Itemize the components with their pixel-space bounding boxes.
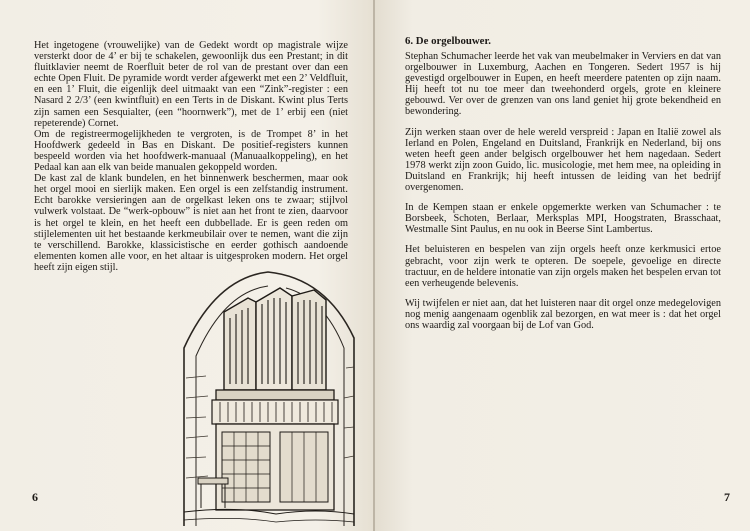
paragraph: De kast zal de klank bundelen, en het binnenwerk beschermen, maar ook het orgel mooi en sierlijk maken. Een orgel is een zelfstandig instrument. Echt barokke versieringen aan de orgelkast leken ons te zwaar; stijlvol vulwerk volstaat. De “werk-opbouw” is niet aan het front te zien, daarvoor is het orgel te klein, en het heeft een dubbellade. Er is geen reden om stijlelementen uit het bestaande kerkmeubilair over te nemen, want die zijn te verschillend. Barokke, klassicistische en eerder gothisch aandoende elementen komen alle voor, en het altaar is uitgesproken modern. Het orgel heeft zijn eigen stijl. bbox=[34, 173, 348, 273]
right-page bbox=[375, 0, 750, 531]
paragraph: In de Kempen staan er enkele opgemerkte werken van Schumacher : te Borsbeek, Schoten, Berlaar, Merksplas MPI, Hoogstraten, Brasschaat, Westmalle Sint Paulus, en nu ook in Beerse Sint Lambertus. bbox=[405, 202, 721, 236]
page-number: 7 bbox=[724, 490, 730, 504]
section-heading: 6. De orgelbouwer. bbox=[405, 35, 491, 47]
paragraph: Wij twijfelen er niet aan, dat het luisteren naar dit orgel onze medegelovigen nog menig aangenaam ogenblik zal bezorgen, en wat meer is : dat het orgel ons waardig zal voorgaan bij de Lof van God. bbox=[405, 297, 721, 331]
left-page bbox=[0, 0, 373, 531]
paragraph: Om de registreermogelijkheden te vergroten, is de Trompet 8’ in het Hoofdwerk gedeeld in Bas en Diskant. De positief-registers kunnen bespeeld worden via het hoofdwerk-manuaal (Manuaalkoppeling), en het Pedaal kan aan elk van beide manualen gekoppeld worden. bbox=[34, 128, 348, 174]
paragraph: Het ingetogene (vrouwelijke) van de Gedekt wordt op magistrale wijze versterkt door de 4’ er bij te schakelen, gewoonlijk dus een Prestant; in dit fluitklavier neemt de Roerfluit beter de rol van de prestant over dan een echte Open Fluit. De pyramide wordt verder afgewerkt met een 2’ Veldfluit, en een 1’ Fluit, die eigenlijk deel uitmaakt van een “Zink”-register : een Nasard 2 2/3’ (een kwintfluit) en een Terts in de Diskant. Kwint plus Terts zijn samen een Sesquialter, (een “hoornwerk”), met de 1’ erbij een (niet repeterende) Cornet. bbox=[34, 40, 348, 129]
paragraph: Het beluisteren en bespelen van zijn orgels heeft onze kerkmusici ertoe gebracht, voor zijn werk te opteren. De soepele, gevoelige en directe tractuur, en de heldere intonatie van zijn orgels maken het bespelen ervan tot een verheugende belevenis. bbox=[405, 244, 721, 289]
organ-illustration bbox=[176, 268, 360, 528]
paragraph: Zijn werken staan over de hele wereld verspreid : Japan en Italië zowel als Ierland en Polen, Engeland en Duitsland, Frankrijk en Nederland, bij ons weten heeft geen ander belgisch orgelbouwer het hem nagedaan. Sedert 1978 werkt zijn zoon Guido, lic. musicologie, met hem mee, na opleiding in Duitsland en Frankrijk; hij heeft intussen de leiding van het bedrijf overgenomen. bbox=[405, 126, 721, 194]
right-page-text bbox=[405, 51, 721, 340]
left-page-text bbox=[34, 40, 348, 273]
paragraph: Stephan Schumacher leerde het vak van meubelmaker in Verviers en dat van orgelbouwer in Luxemburg, Aachen en Tongeren. Sedert 1957 is hij gevestigd orgelbouwer in Eupen, en heeft meerdere patenten op zijn naam. Hij heeft tot nu toe meer dan tweehonderd orgels, grote en kleinere gebouwd. Ver over de grenzen van ons land geniet hij grote bekendheid en bewondering. bbox=[405, 51, 721, 118]
page-number: 6 bbox=[32, 490, 38, 504]
